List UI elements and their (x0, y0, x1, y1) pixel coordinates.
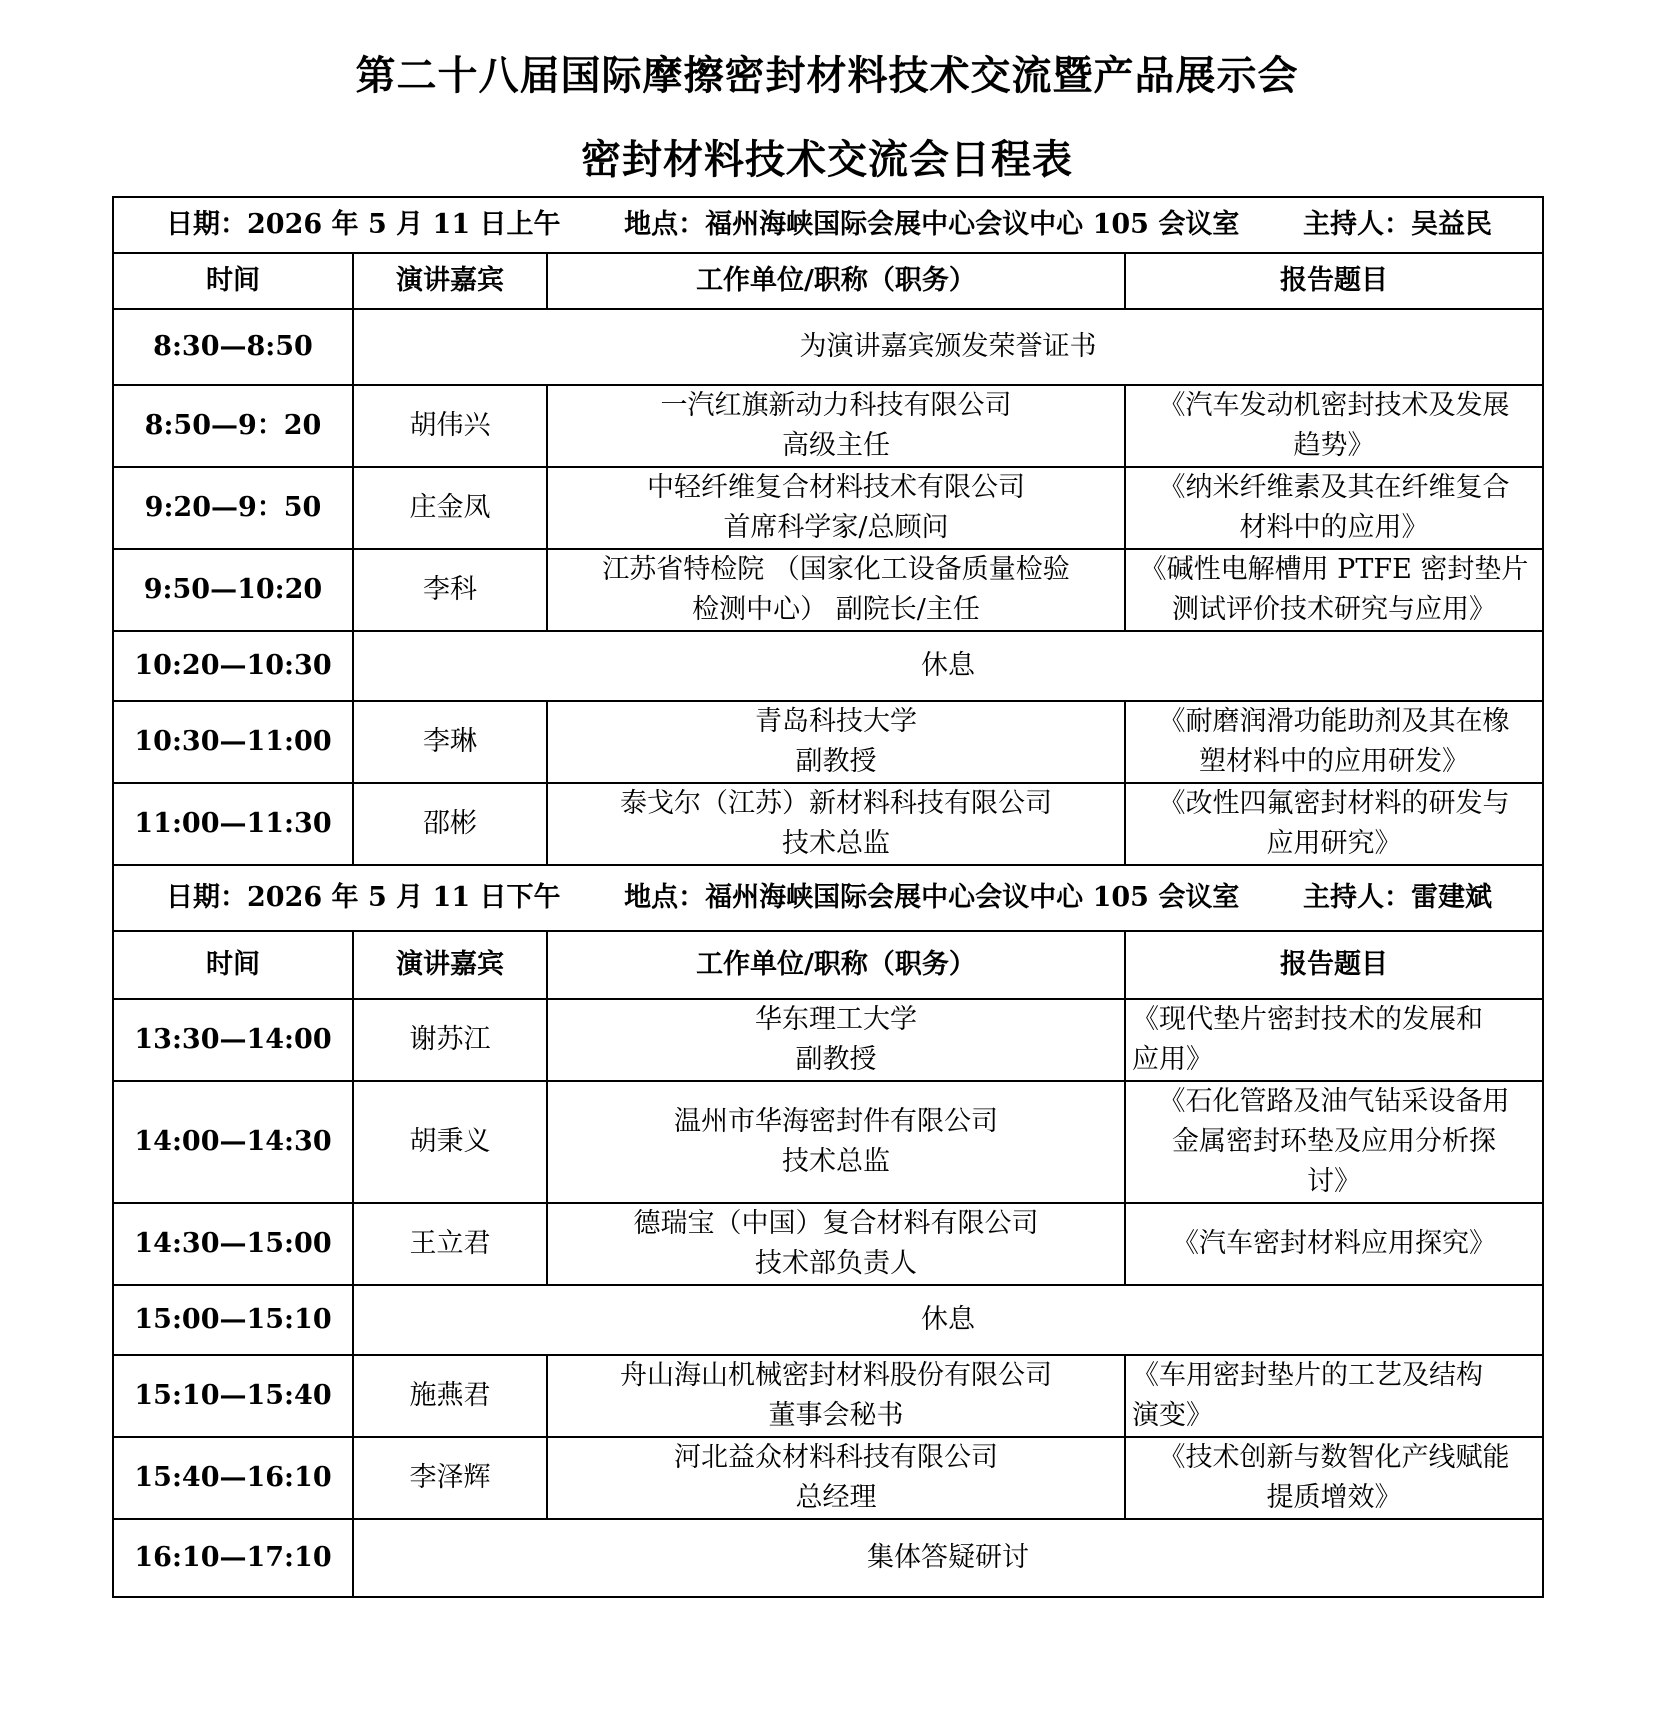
speaker-affiliation (547, 1437, 1125, 1519)
time-slot: 9:50—10:20 (113, 549, 353, 631)
time-slot: 15:40—16:10 (113, 1437, 353, 1519)
report-topic (1125, 1437, 1543, 1519)
session-venue: 地点：福州海峡国际会展中心会议中心 105 会议室 (624, 209, 1240, 240)
topic-line: 《石化管路及油气钻采设备用 (1158, 1086, 1510, 1117)
speaker-name: 胡伟兴 (353, 385, 547, 467)
speaker-name: 庄金凤 (353, 467, 547, 549)
time-slot: 16:10—17:10 (113, 1519, 353, 1597)
speaker-name: 邵彬 (353, 783, 547, 865)
speaker-affiliation (547, 1355, 1125, 1437)
schedule-row (113, 999, 1543, 1081)
speaker-affiliation (547, 1081, 1125, 1203)
header-time: 时间 (113, 253, 353, 309)
speaker-affiliation (547, 385, 1125, 467)
topic-line: 《改性四氟密封材料的研发与 (1158, 788, 1510, 819)
topic-line: 《技术创新与数智化产线赋能 (1158, 1442, 1510, 1473)
time-slot: 9:20—9：50 (113, 467, 353, 549)
speaker-affiliation (547, 549, 1125, 631)
topic-line: 趋势》 (1293, 430, 1375, 461)
column-header-row (113, 931, 1543, 999)
report-topic (1125, 999, 1543, 1081)
session-date: 日期：2026 年 5 月 11 日上午 (166, 209, 561, 240)
affiliation-line: 中轻纤维复合材料技术有限公司 (647, 472, 1025, 503)
affiliation-line: 副教授 (795, 1044, 877, 1075)
topic-line: 《耐磨润滑功能助剂及其在橡 (1158, 706, 1510, 737)
topic-line: 金属密封环垫及应用分析探 (1172, 1126, 1496, 1157)
affiliation-line: 江苏省特检院 （国家化工设备质量检验 (602, 554, 1070, 585)
affiliation-line: 泰戈尔（江苏）新材料科技有限公司 (620, 788, 1052, 819)
affiliation-line: 检测中心） 副院长/主任 (692, 594, 980, 625)
session-date: 日期：2026 年 5 月 11 日下午 (166, 882, 561, 913)
affiliation-line: 技术总监 (782, 828, 890, 859)
schedule-row (113, 1081, 1543, 1203)
affiliation-line: 董事会秘书 (768, 1400, 904, 1431)
time-slot: 10:20—10:30 (113, 631, 353, 701)
session-host: 主持人：吴益民 (1303, 209, 1492, 240)
time-slot: 8:30—8:50 (113, 309, 353, 385)
affiliation-line: 总经理 (795, 1482, 877, 1513)
affiliation-line: 青岛科技大学 (755, 706, 917, 737)
topic-line: 演变》 (1132, 1400, 1213, 1431)
header-speaker: 演讲嘉宾 (353, 253, 547, 309)
schedule-row (113, 1437, 1543, 1519)
topic-line: 测试评价技术研究与应用》 (1172, 594, 1496, 625)
time-slot: 14:30—15:00 (113, 1203, 353, 1285)
topic-line: 讨》 (1307, 1166, 1361, 1197)
report-topic (1125, 1081, 1543, 1203)
document-title: 第二十八届国际摩擦密封材料技术交流暨产品展示会 (355, 53, 1299, 99)
schedule-row (113, 783, 1543, 865)
schedule-row (113, 1355, 1543, 1437)
session-host: 主持人：雷建斌 (1303, 882, 1492, 913)
affiliation-line: 华东理工大学 (755, 1004, 917, 1035)
topic-line: 《碱性电解槽用 PTFE 密封垫片 (1139, 554, 1529, 585)
time-slot: 15:10—15:40 (113, 1355, 353, 1437)
schedule-row (113, 701, 1543, 783)
speaker-affiliation (547, 467, 1125, 549)
topic-line: 应用研究》 (1266, 828, 1402, 859)
topic-line: 提质增效》 (1266, 1482, 1402, 1513)
schedule-row (113, 631, 1543, 701)
topic-line: 应用》 (1132, 1044, 1213, 1075)
report-topic (1125, 467, 1543, 549)
document-subtitle: 密封材料技术交流会日程表 (581, 137, 1073, 183)
affiliation-line: 技术部负责人 (755, 1248, 917, 1279)
topic-line: 塑材料中的应用研发》 (1199, 746, 1469, 777)
header-topic: 报告题目 (1125, 253, 1543, 309)
topic-line: 《现代垫片密封技术的发展和 (1132, 1004, 1483, 1035)
time-slot: 15:00—15:10 (113, 1285, 353, 1355)
session-header-row (113, 197, 1543, 253)
affiliation-line: 副教授 (795, 746, 877, 777)
speaker-affiliation (547, 1203, 1125, 1285)
activity: 为演讲嘉宾颁发荣誉证书 (353, 309, 1543, 385)
time-slot: 13:30—14:00 (113, 999, 353, 1081)
header-unit: 工作单位/职称（职务） (547, 931, 1125, 999)
speaker-affiliation (547, 999, 1125, 1081)
affiliation-line: 首席科学家/总顾问 (723, 512, 949, 543)
report-topic (1125, 1203, 1543, 1285)
affiliation-line: 德瑞宝（中国）复合材料有限公司 (633, 1208, 1039, 1239)
speaker-name: 施燕君 (353, 1355, 547, 1437)
schedule-table (112, 196, 1544, 1598)
time-slot: 8:50—9：20 (113, 385, 353, 467)
header-time: 时间 (113, 931, 353, 999)
speaker-name: 王立君 (353, 1203, 547, 1285)
speaker-name: 谢苏江 (353, 999, 547, 1081)
column-header-row (113, 253, 1543, 309)
schedule-row (113, 549, 1543, 631)
schedule-row (113, 1285, 1543, 1355)
session-info (113, 197, 1543, 253)
schedule-row (113, 1519, 1543, 1597)
schedule-row (113, 385, 1543, 467)
header-speaker: 演讲嘉宾 (353, 931, 547, 999)
speaker-affiliation (547, 701, 1125, 783)
topic-line: 《汽车发动机密封技术及发展 (1158, 390, 1510, 421)
activity: 休息 (353, 631, 1543, 701)
activity: 休息 (353, 1285, 1543, 1355)
speaker-name: 李泽辉 (353, 1437, 547, 1519)
topic-line: 《车用密封垫片的工艺及结构 (1132, 1360, 1483, 1391)
speaker-name: 李科 (353, 549, 547, 631)
schedule-row (113, 467, 1543, 549)
topic-line: 《纳米纤维素及其在纤维复合 (1158, 472, 1510, 503)
session-info (113, 865, 1543, 931)
header-topic: 报告题目 (1125, 931, 1543, 999)
affiliation-line: 河北益众材料科技有限公司 (674, 1442, 998, 1473)
topic-line: 材料中的应用》 (1239, 512, 1429, 543)
session-header-row (113, 865, 1543, 931)
affiliation-line: 舟山海山机械密封材料股份有限公司 (620, 1360, 1052, 1391)
topic-line: 《汽车密封材料应用探究》 (1172, 1228, 1496, 1259)
report-topic (1125, 1355, 1543, 1437)
session-venue: 地点：福州海峡国际会展中心会议中心 105 会议室 (624, 882, 1240, 913)
speaker-affiliation (547, 783, 1125, 865)
report-topic (1125, 783, 1543, 865)
activity: 集体答疑研讨 (353, 1519, 1543, 1597)
affiliation-line: 一汽红旗新动力科技有限公司 (660, 390, 1012, 421)
report-topic (1125, 701, 1543, 783)
affiliation-line: 温州市华海密封件有限公司 (674, 1106, 998, 1137)
header-unit: 工作单位/职称（职务） (547, 253, 1125, 309)
schedule-row (113, 309, 1543, 385)
time-slot: 11:00—11:30 (113, 783, 353, 865)
report-topic (1125, 549, 1543, 631)
affiliation-line: 技术总监 (782, 1146, 890, 1177)
time-slot: 14:00—14:30 (113, 1081, 353, 1203)
affiliation-line: 高级主任 (782, 430, 890, 461)
time-slot: 10:30—11:00 (113, 701, 353, 783)
schedule-row (113, 1203, 1543, 1285)
speaker-name: 胡秉义 (353, 1081, 547, 1203)
speaker-name: 李琳 (353, 701, 547, 783)
report-topic (1125, 385, 1543, 467)
